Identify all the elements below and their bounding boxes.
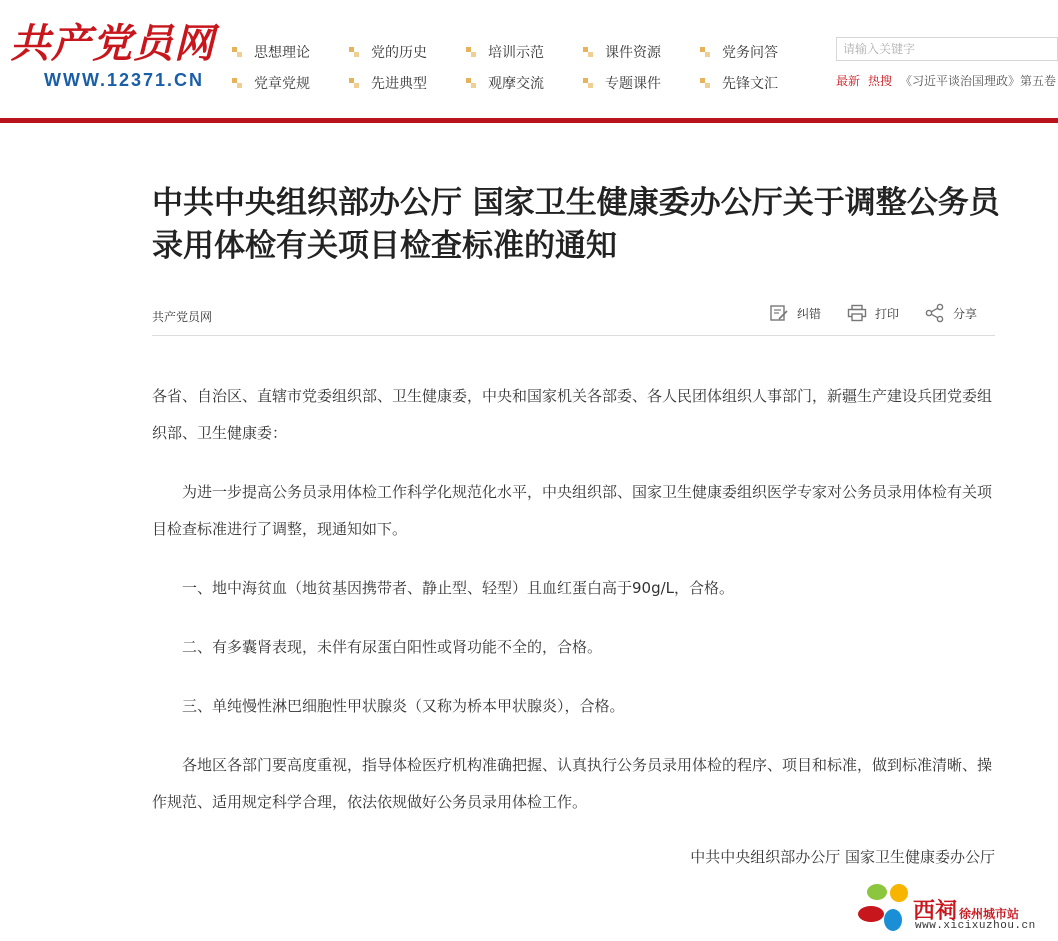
bullet-icon (700, 47, 710, 57)
nav-item-theory[interactable]: 思想理论 (232, 38, 349, 66)
article-tools (743, 303, 977, 323)
logo-url: WWW.12371.CN (44, 70, 205, 90)
nav-item-party-history[interactable]: 党的历史 (349, 38, 466, 66)
article-title: 中共中央组织部办公厅 国家卫生健康委办公厅关于调整公务员录用体检有关项目检查标准的通知 (152, 185, 1000, 264)
paragraph-item-2: 二、有多囊肾表现，未伴有尿蛋白阳性或肾功能不全的，合格。 (182, 638, 603, 656)
watermark-sub: 徐州城市站 (959, 907, 1020, 921)
nav-row-1 (232, 38, 817, 66)
bullet-icon (232, 47, 242, 57)
hot-topics (836, 72, 1056, 89)
nav-row-2 (232, 69, 817, 97)
nav-item-special-courses[interactable]: 专题课件 (583, 69, 700, 97)
bullet-icon (349, 78, 359, 88)
nav-item-models[interactable]: 先进典型 (349, 69, 466, 97)
article-body (152, 378, 995, 876)
header-divider (0, 118, 1058, 123)
print-button[interactable] (847, 304, 899, 322)
paragraph-item-1: 一、地中海贫血（地贫基因携带者、静止型、轻型）且血红蛋白高于90g/L，合格。 (182, 579, 735, 597)
nav-item-qa[interactable]: 党务问答 (700, 38, 817, 66)
edit-icon (769, 304, 789, 322)
paragraph-item-3: 三、单纯慢性淋巴细胞性甲状腺炎（又称为桥本甲状腺炎），合格。 (182, 697, 625, 715)
printer-icon (847, 304, 867, 322)
bullet-icon (466, 47, 476, 57)
share-icon (925, 303, 945, 323)
error-report-button[interactable] (769, 304, 821, 322)
paragraph-closing: 各地区各部门要高度重视，指导体检医疗机构准确把握、认真执行公务员录用体检的程序、项目和标准，做到标准清晰、操作规范、适用规定科学合理，依法依规做好公务员录用体检工作。 (152, 756, 993, 811)
article-signature: 中共中央组织部办公厅 国家卫生健康委办公厅 (690, 848, 995, 866)
nav-item-essays[interactable]: 先锋文汇 (700, 69, 817, 97)
share-button[interactable] (925, 303, 977, 323)
watermark-url: www.xicixuzhou.cn (915, 920, 1036, 932)
watermark (855, 878, 1055, 938)
bullet-icon (232, 78, 242, 88)
logo-text: 共产党员网 (10, 20, 215, 67)
main-nav (232, 38, 817, 97)
bullet-icon (583, 47, 593, 57)
share-label: 分享 (952, 306, 977, 321)
nav-item-regulations[interactable]: 党章党规 (232, 69, 349, 97)
watermark-brand: 西祠 (913, 898, 958, 924)
bullet-icon (349, 47, 359, 57)
hot-item-link[interactable]: 《习近平谈治国理政》第五卷 (900, 74, 1057, 88)
pinwheel-logo-icon (855, 878, 919, 938)
hot-latest-link[interactable]: 最新 (836, 74, 861, 88)
paragraph-intro: 为进一步提高公务员录用体检工作科学化规范化水平，中央组织部、国家卫生健康委组织医学专家对公务员录用体检有关项目检查标准进行了调整，现通知如下。 (152, 483, 993, 538)
search-box (836, 37, 1058, 61)
bullet-icon (583, 78, 593, 88)
bullet-icon (466, 78, 476, 88)
nav-item-training[interactable]: 培训示范 (466, 38, 583, 66)
article-meta (152, 298, 995, 336)
bullet-icon (700, 78, 710, 88)
error-report-label: 纠错 (796, 306, 821, 321)
paragraph-salutation: 各省、自治区、直辖市党委组织部、卫生健康委，中央和国家机关各部委、各人民团体组织人事部门，新疆生产建设兵团党委组织部、卫生健康委： (152, 387, 993, 442)
print-label: 打印 (874, 306, 899, 321)
site-header (0, 0, 1058, 118)
article-source: 共产党员网 (152, 310, 213, 324)
search-input[interactable] (837, 38, 1057, 60)
hot-search-link[interactable]: 热搜 (868, 74, 893, 88)
nav-item-exchange[interactable]: 观摩交流 (466, 69, 583, 97)
nav-item-courseware[interactable]: 课件资源 (583, 38, 700, 66)
site-logo[interactable] (10, 20, 215, 96)
